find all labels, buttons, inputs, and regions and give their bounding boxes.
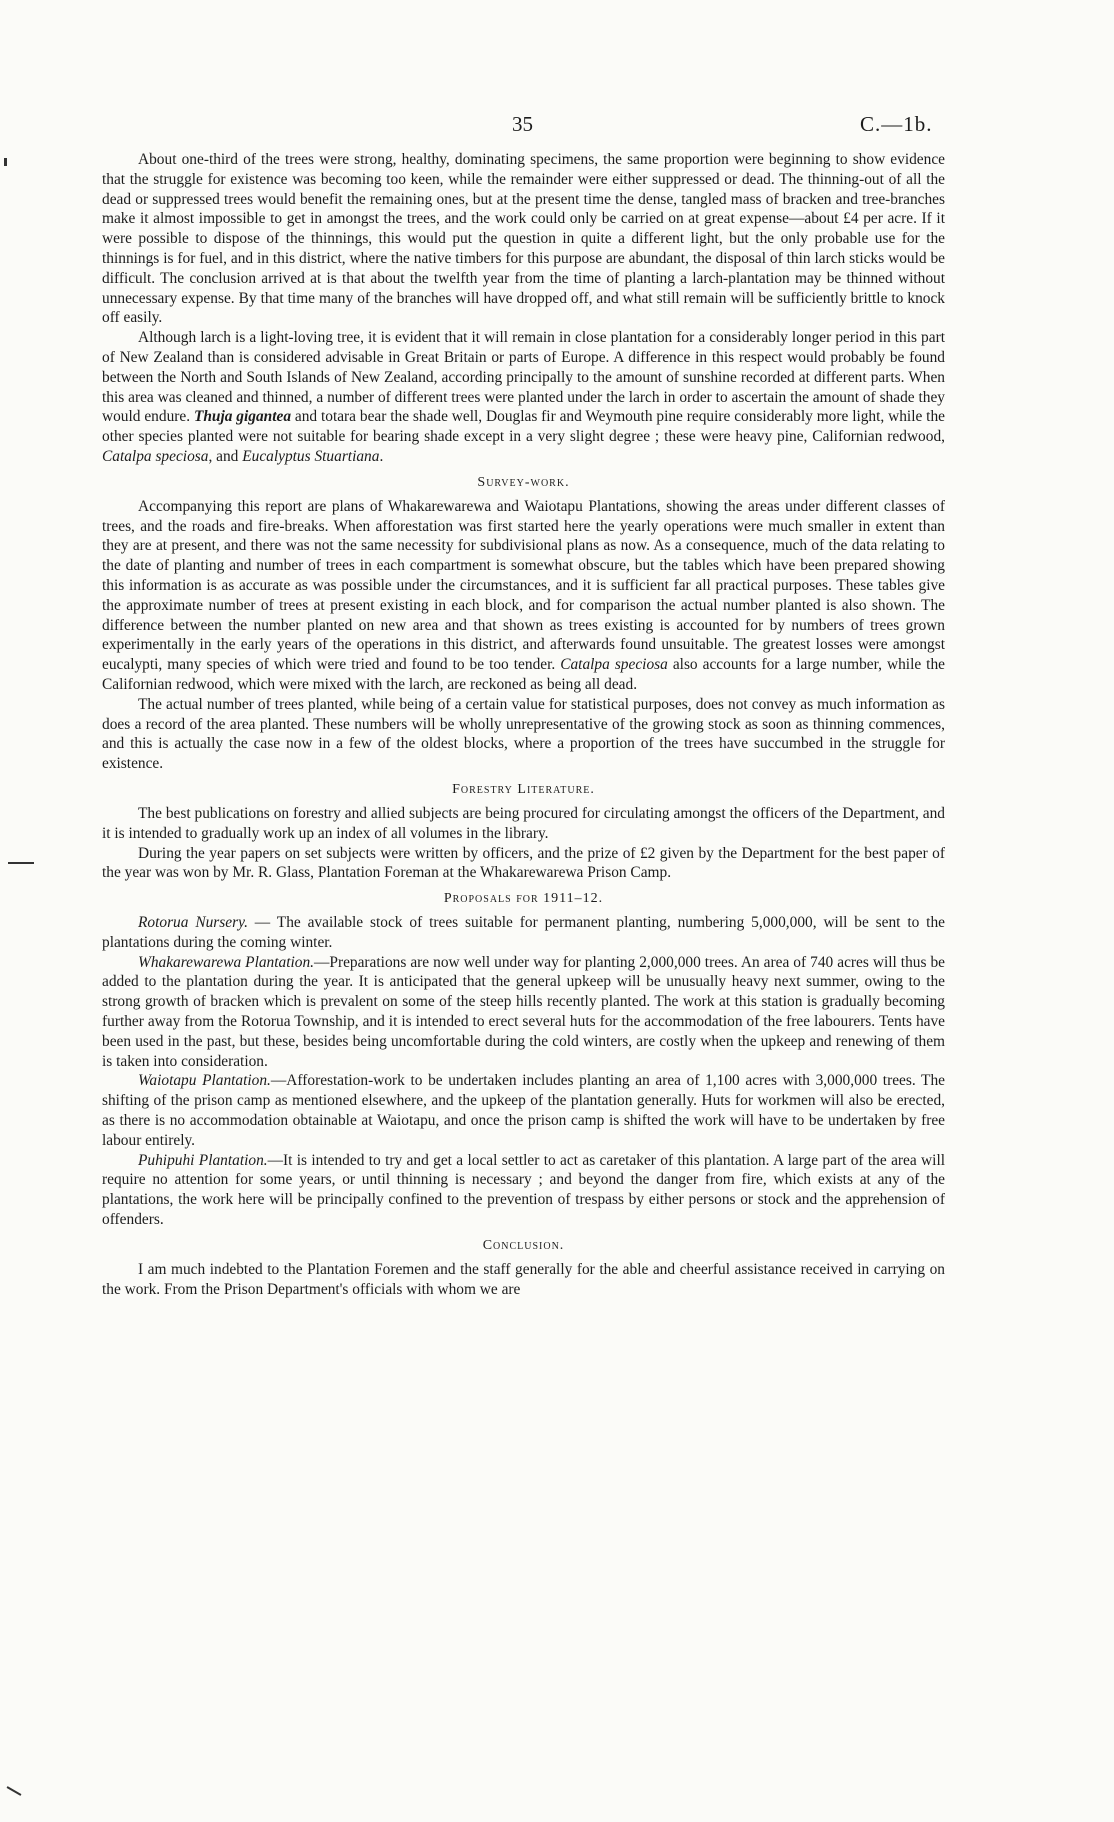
text-run: . — [379, 447, 384, 465]
text-run: Accompanying this report are plans of Whakarewarewa and Waiotapu Plantations, showing the areas under different classes of trees, and the roads and fire-breaks. When afforestation was first started here the yearly operations were much smaller in extent than they are at present, and there was not the same necessity for subdivisional plans as now. As a consequence, much of the data relating to the date of planting and number of trees in each compartment is somewhat obscure, but the tables which have been prepared showing this information is as accurate as was possible under the circumstances, and it is sufficient far all practical purposes. These tables give the approximate number of trees at present existing in each block, and for comparison the actual number planted is also shown. The difference between the number planted on new area and that shown as trees existing is accounted for by numbers of trees grown experimentally in the early years of the operations in this district, and afterwards found unsuitable. The greatest losses were amongst eucalypti, many species of which were tried and found to be too tender. — [102, 497, 945, 674]
report-text — [102, 150, 945, 1299]
margin-dash — [8, 862, 34, 864]
heading-conclusion: Conclusion. — [482, 1237, 565, 1253]
species-eucalyptus: Eucalyptus Stuartiana — [242, 447, 380, 465]
margin-tick-bottom — [7, 1786, 22, 1796]
species-catalpa: Catalpa speciosa — [102, 447, 209, 465]
document-reference: C.—1b. — [860, 112, 933, 136]
label-whakarewarewa: Whakarewarewa Plantation. — [138, 953, 314, 971]
text-run: also accounts for a large number, while the Californian redwood, which were mixed with the larch, are reckoned as being all dead. — [102, 656, 945, 693]
paragraph-literature-prize: During the year papers on set subjects were written by officers, and the prize of £2 given by the Department for the best paper of the year was won by Mr. R. Glass, Plantation Foreman at the Whakarewarewa Prison Camp. — [102, 844, 945, 882]
text-run: — The available stock of trees suitable for permanent planting, numbering 5,000,000, will be sent to the plantations during the coming winter. — [102, 914, 945, 951]
paragraph-survey-plans — [102, 497, 945, 695]
text-run: —Afforestation-work to be undertaken includes planting an area of 1,100 acres with 3,000,000 trees. The shifting of the prison camp as mentioned elsewhere, and the upkeep of the plantation generally. Huts for workmen will also be erected, as there is no accommodation obtainable at Waiotapu, and once the prison camp is shifted the work will have to be undertaken by free labour entirely. — [102, 1072, 945, 1149]
paragraph-thinning: About one-third of the trees were strong, healthy, dominating specimens, the same proportion were beginning to show evidence that the struggle for existence was becoming too keen, while the remainder were either suppressed or dead. The thinning-out of all the dead or suppressed trees would benefit the remaining ones, but at the present time the dense, tangled mass of bracken and tree-branches make it almost impossible to get in amongst the trees, and the work could only be carried on at great expense—about £4 per acre. If it were possible to dispose of the thinnings, this would put the question in quite a different light, but the only probable use for the thinnings is for fuel, and in this district, where the native timbers for this purpose are abundant, the disposal of thin larch sticks would be difficult. The conclusion arrived at is that about the twelfth year from the time of planting a larch-plantation may be thinned without unnecessary expense. By that time many of the branches will have dropped off, and what still remain will be sufficiently brittle to knock off easily. — [102, 151, 945, 327]
paragraph-larch-light — [102, 328, 945, 467]
page-number: 35 — [512, 112, 533, 136]
paragraph-puhipuhi — [102, 1151, 945, 1230]
heading-proposals: Proposals for 1911–12. — [443, 891, 604, 907]
margin-tick-top — [4, 158, 7, 166]
text-run: and totara bear the shade well, Douglas fir and Weymouth pine require considerably more light, while the other species planted were not suitable for bearing shade except in a very slight degree ; these were heavy pine, Californian redwood, — [102, 408, 945, 446]
paragraph-conclusion: I am much indebted to the Plantation Foremen and the staff generally for the able and cheerful assistance received in carrying on the work. From the Prison Department's officials with whom we are — [102, 1260, 945, 1298]
paragraph-literature-publications: The best publications on forestry and allied subjects are being procured for circulating amongst the officers of the Department, and it is intended to gradually work up an index of all volumes in the library. — [102, 804, 945, 842]
heading-survey-work: Survey-work. — [477, 474, 570, 490]
text-run: , and — [208, 447, 243, 465]
text-run: Although larch is a light-loving tree, it is evident that it will remain in close plantation for a considerably longer period in this part of New Zealand than is considered advisable in Great Britain or parts of Europe. A difference in this respect would probably be found between the North and South Islands of New Zealand, according principally to the amount of sunshine recorded at different parts. When this area was cleaned and thinned, a number of different trees were planted under the larch in order to ascertain the amount of shade they would endure. — [102, 329, 945, 426]
species-catalpa: Catalpa speciosa — [560, 656, 668, 674]
paragraph-whakarewarewa — [102, 953, 945, 1072]
text-run: —It is intended to try and get a local settler to act as caretaker of this plantation. A large part of the area will require no attention for some years, or until thinning is necessary ; and beyond the danger from fire, which exists at any of the plantations, the work here will be principally confined to the prevention of trespass by either persons or stock and the apprehension of offenders. — [102, 1151, 945, 1229]
text-run: —Preparations are now well under way for planting 2,000,000 trees. An area of 740 acres will thus be added to the plantation during the year. It is anticipated that the general upkeep will be unusually heavy next summer, owing to the strong growth of bracken which is prevalent on some of the steep hills recently planted. The work at this station is gradually becoming further away from the Rotorua Township, and it is intended to erect several huts for the accommodation of the free labourers. Tents have been used in the past, but these, besides being uncomfortable during the cold winters, are costly when the upkeep and renewing of them is taken into consideration. — [102, 953, 945, 1070]
species-thuja: Thuja gigantea — [193, 408, 292, 426]
page-header — [0, 112, 1114, 142]
heading-forestry-literature: Forestry Literature. — [452, 781, 595, 797]
label-waiotapu: Waiotapu Plantation. — [138, 1072, 271, 1090]
paragraph-rotorua-nursery — [102, 913, 945, 953]
label-rotorua-nursery: Rotorua Nursery. — [138, 914, 248, 932]
label-puhipuhi: Puhipuhi Plantation. — [138, 1151, 268, 1169]
paragraph-survey-numbers: The actual number of trees planted, while being of a certain value for statistical purposes, does not convey as much information as does a record of the area planted. These numbers will be wholly unrepresentative of the growing stock as soon as thinning commences, and this is actually the case now in a few of the oldest blocks, where a proportion of the trees have succumbed in the struggle for existence. — [102, 695, 945, 773]
paragraph-waiotapu — [102, 1071, 945, 1150]
